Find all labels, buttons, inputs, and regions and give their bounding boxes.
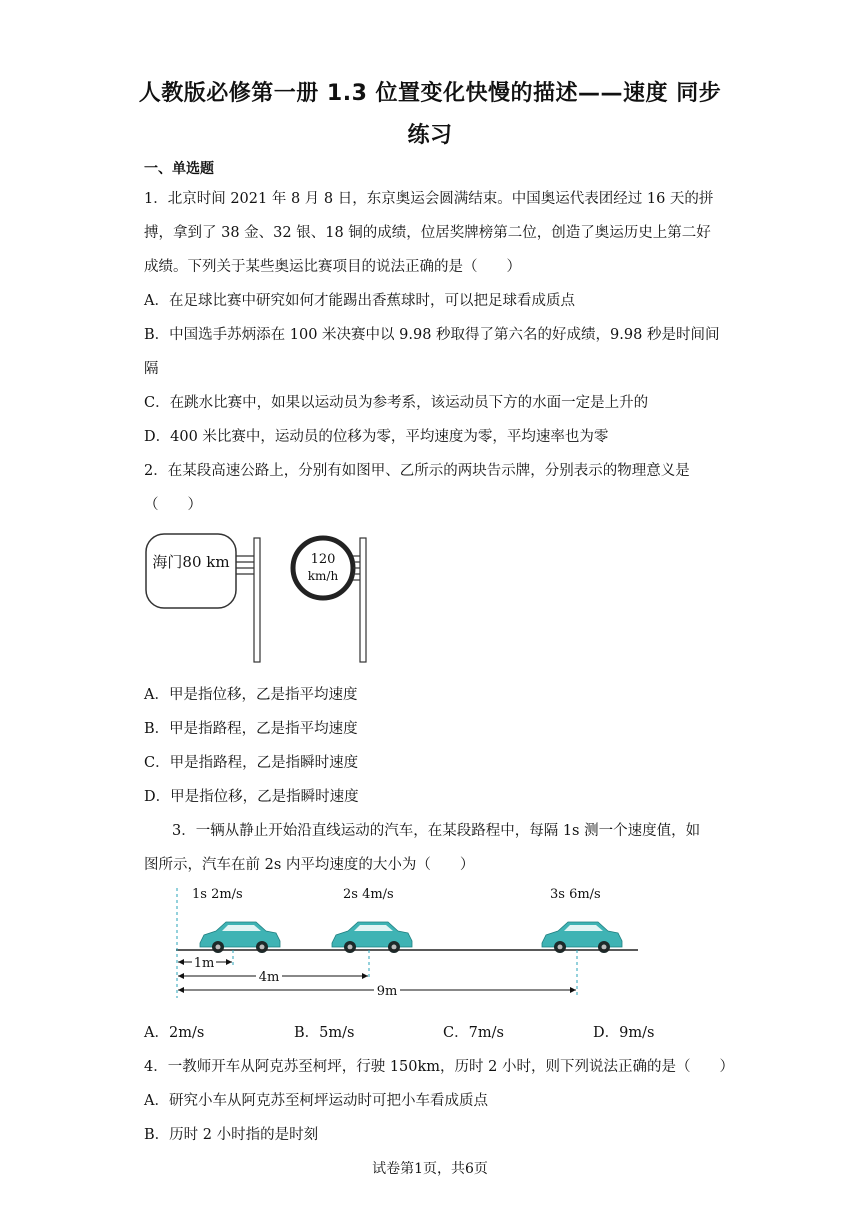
car-motion-figure <box>170 880 650 1000</box>
distance-sign-text: 海门80 km <box>152 553 230 571</box>
q2-stem-line-2: （ ） <box>144 497 202 513</box>
q2-option-d: D．甲是指位移，乙是指瞬时速度 <box>144 789 359 805</box>
section-heading: 一、单选题 <box>144 161 214 177</box>
q1-option-b: B．中国选手苏炳添在 100 米决赛中以 9.98 秒取得了第六名的好成绩，9.98 秒是时间间 <box>144 327 720 343</box>
road-signs-figure <box>140 530 380 670</box>
q3-option-c: C．7m/s <box>443 1025 504 1041</box>
speed-limit-value: 120 <box>310 552 336 567</box>
speed-limit-sign <box>293 538 366 662</box>
q2-option-b: B．甲是指路程，乙是指平均速度 <box>144 721 358 737</box>
q4-stem-line-1: 4．一教师开车从阿克苏至柯坪，行驶 150km，历时 2 小时，则下列说法正确的是（ ） <box>144 1059 734 1075</box>
car-3 <box>542 922 622 953</box>
q3-option-a: A．2m/s <box>144 1025 205 1041</box>
page-footer: 试卷第1页，共6页 <box>372 1161 488 1177</box>
dim-9m: 9m <box>376 984 398 999</box>
q2-option-c: C．甲是指路程，乙是指瞬时速度 <box>144 755 359 771</box>
dim-1m: 1m <box>193 956 215 971</box>
dim-4m: 4m <box>258 970 280 985</box>
q1-option-c: C．在跳水比赛中，如果以运动员为参考系，该运动员下方的水面一定是上升的 <box>144 395 649 411</box>
speed-limit-unit: km/h <box>307 569 339 583</box>
q3-option-b: B．5m/s <box>294 1025 355 1041</box>
page-title-line-1: 人教版必修第一册 1.3 位置变化快慢的描述——速度 同步 <box>138 81 722 106</box>
q1-stem-line-1: 1．北京时间 2021 年 8 月 8 日，东京奥运会圆满结束。中国奥运代表团经过 16 天的拼 <box>144 191 714 207</box>
q1-stem-line-2: 搏，拿到了 38 金、32 银、18 铜的成绩，位居奖牌榜第二位，创造了奥运历史上第二好 <box>144 225 711 241</box>
q1-stem-line-3: 成绩。下列关于某些奥运比赛项目的说法正确的是（ ） <box>144 259 521 275</box>
q3-stem-line-1: 3．一辆从静止开始沿直线运动的汽车，在某段路程中，每隔 1s 测一个速度值，如 <box>172 823 701 839</box>
q1-option-a: A．在足球比赛中研究如何才能踢出香蕉球时，可以把足球看成质点 <box>144 293 575 309</box>
q4-option-b: B．历时 2 小时指的是时刻 <box>144 1127 319 1143</box>
car-label-3s: 3s 6m/s <box>550 887 601 902</box>
q3-option-d: D．9m/s <box>593 1025 655 1041</box>
car-2 <box>332 922 412 953</box>
q1-option-d: D．400 米比赛中，运动员的位移为零，平均速度为零，平均速率也为零 <box>144 429 609 445</box>
q4-option-a: A．研究小车从阿克苏至柯坪运动时可把小车看成质点 <box>144 1093 488 1109</box>
car-1 <box>200 922 280 953</box>
q1-option-b-continued: 隔 <box>144 361 159 377</box>
q3-stem-line-2: 图所示，汽车在前 2s 内平均速度的大小为（ ） <box>144 857 475 873</box>
q2-stem-line-1: 2．在某段高速公路上，分别有如图甲、乙所示的两块告示牌，分别表示的物理意义是 <box>144 463 690 479</box>
page-title-line-2: 练习 <box>407 123 453 148</box>
distance-sign <box>146 534 260 662</box>
car-label-2s: 2s 4m/s <box>343 887 394 902</box>
q2-option-a: A．甲是指位移，乙是指平均速度 <box>144 687 358 703</box>
car-label-1s: 1s 2m/s <box>192 887 243 902</box>
